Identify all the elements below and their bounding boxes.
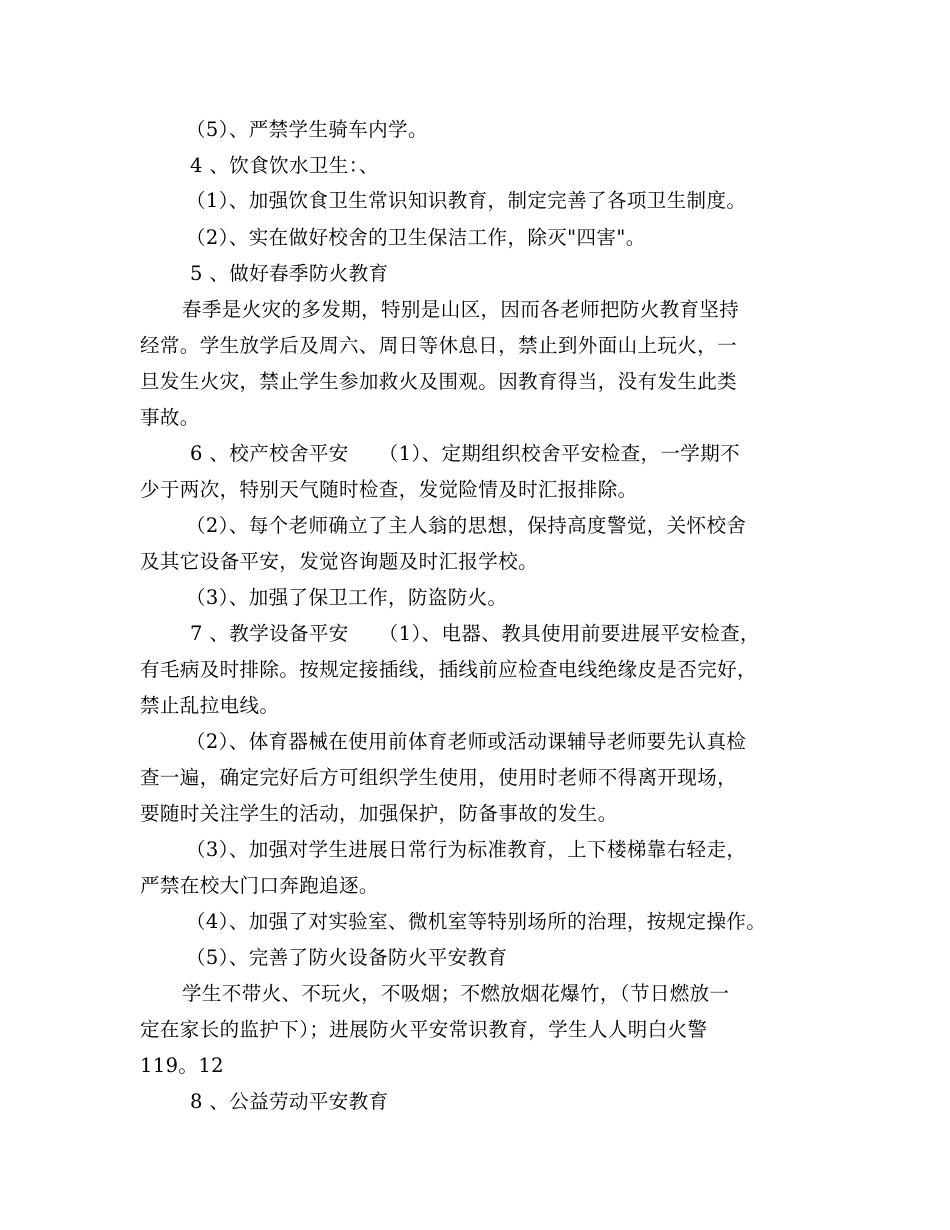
- paragraph-line: （2）、实在做好校舍的卫生保洁工作，除灭"四害"。: [186, 226, 646, 249]
- paragraph-line: 查一遍，确定完好后方可组织学生使用，使用时老师不得离开现场，: [140, 766, 738, 789]
- section-heading: 6 、校产校舍平安 （1）、定期组织校舍平安检查，一学期不: [190, 442, 741, 465]
- paragraph-line: （4）、加强了对实验室、微机室等特别场所的治理，按规定操作。: [186, 910, 767, 933]
- paragraph-line: 春季是火灾的多发期，特别是山区，因而各老师把防火教育坚持: [182, 298, 740, 321]
- paragraph-line: （1）、加强饮食卫生常识知识教育，制定完善了各项卫生制度。: [186, 189, 747, 212]
- section-heading: 5 、做好春季防火教育: [190, 262, 389, 285]
- paragraph-line: 少于两次，特别天气随时检查，发觉险情及时汇报排除。: [140, 478, 638, 501]
- paragraph-line: 学生不带火、不玩火，不吸烟；不燃放烟花爆竹，（节日燃放一: [182, 982, 730, 1005]
- paragraph-line: 有毛病及时排除。按规定接插线，插线前应检查电线绝缘皮是否完好，: [140, 658, 757, 681]
- paragraph-line: （3）、加强了保卫工作，防盗防火。: [186, 586, 508, 609]
- paragraph-line: （2）、体育器械在使用前体育老师或活动课辅导老师要先认真检: [186, 730, 747, 753]
- paragraph-line: 定在家长的监护下）；进展防火平安常识教育，学生人人明白火警: [140, 1018, 708, 1041]
- paragraph-line: （2）、每个老师确立了主人翁的思想，保持高度警觉，关怀校舍: [186, 514, 747, 537]
- section-heading: 8 、公益劳动平安教育: [190, 1090, 389, 1113]
- paragraph-line: 经常。学生放学后及周六、周日等休息日，禁止到外面山上玩火，一: [140, 334, 738, 357]
- paragraph-line: 严禁在校大门口奔跑追逐。: [140, 874, 379, 897]
- section-heading: 4 、饮食饮水卫生：、: [190, 154, 379, 177]
- paragraph-line: 119。12: [140, 1054, 224, 1077]
- paragraph-line: （3）、加强对学生进展日常行为标准教育，上下楼梯靠右轻走，: [186, 838, 747, 861]
- paragraph-line: （5）、严禁学生骑车内学。: [186, 118, 428, 141]
- paragraph-line: 旦发生火灾，禁止学生参加救火及围观。因教育得当，没有发生此类: [140, 370, 738, 393]
- paragraph-line: 禁止乱拉电线。: [140, 694, 280, 717]
- paragraph-line: 事故。: [140, 406, 200, 429]
- section-heading: 7 、教学设备平安 （1）、电器、教具使用前要进展平安检查，: [190, 622, 760, 645]
- paragraph-line: 及其它设备平安，发觉咨询题及时汇报学校。: [140, 550, 539, 573]
- paragraph-line: 要随时关注学生的活动，加强保护，防备事故的发生。: [140, 802, 618, 825]
- paragraph-line: （5）、完善了防火设备防火平安教育: [186, 946, 508, 969]
